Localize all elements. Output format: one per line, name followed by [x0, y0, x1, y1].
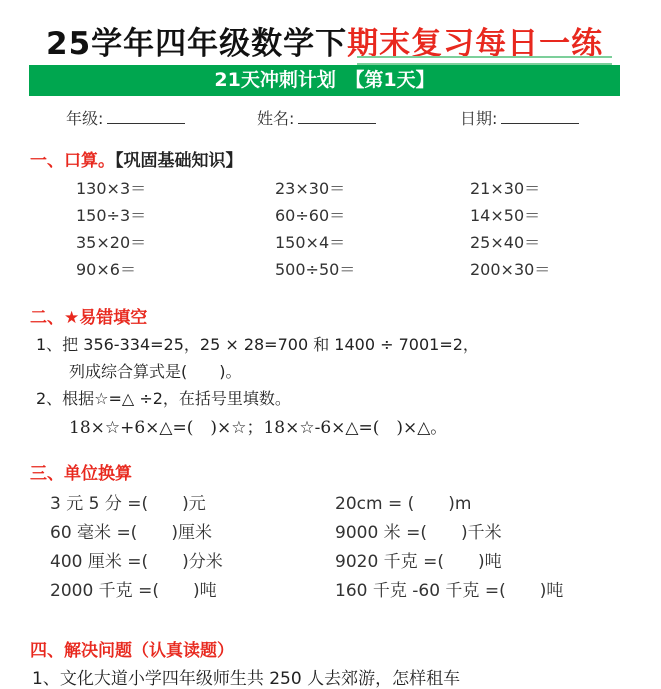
section-2-title: 二、★易错填空 [30, 308, 148, 328]
title-highlight: 期末复习每日一练 [347, 26, 604, 62]
oral-calc-item: 500÷50＝ [275, 260, 356, 279]
oral-calc-item: 35×20＝ [76, 233, 147, 252]
unit-conversion-item: 400 厘米 =( )分米 [50, 552, 223, 572]
name-field[interactable] [257, 106, 376, 129]
grade-blank[interactable] [107, 109, 185, 124]
unit-conversion-item: 3 元 5 分 =( )元 [50, 494, 206, 514]
section-4-title: 四、解决问题（认真读题） [30, 641, 234, 661]
unit-conversion-item: 160 千克 -60 千克 =( )吨 [335, 581, 564, 601]
date-field[interactable] [460, 106, 579, 129]
grade-label: 年级: [66, 109, 104, 128]
title-main: 25学年四年级数学下 [46, 26, 348, 62]
oral-calc-item: 150÷3＝ [76, 206, 147, 225]
unit-conversion-item: 60 毫米 =( )厘米 [50, 523, 212, 543]
question-4-1: 1、文化大道小学四年级师生共 250 人去郊游，怎样租车 [32, 669, 461, 689]
plan-banner: 21天冲刺计划 【第1天】 [29, 65, 620, 96]
oral-calc-item: 60÷60＝ [275, 206, 346, 225]
name-blank[interactable] [298, 109, 376, 124]
oral-calc-item: 14×50＝ [470, 206, 541, 225]
oral-calc-item: 150×4＝ [275, 233, 346, 252]
oral-calc-item: 200×30＝ [470, 260, 551, 279]
name-label: 姓名: [257, 109, 295, 128]
date-label: 日期: [460, 109, 498, 128]
date-blank[interactable] [501, 109, 579, 124]
oral-calc-item: 25×40＝ [470, 233, 541, 252]
unit-conversion-item: 9020 千克 =( )吨 [335, 552, 502, 572]
section-3-title: 三、单位换算 [30, 464, 132, 484]
question-2-2-line2: 18×☆+6×△=( )×☆；18×☆-6×△=( )×△。 [69, 418, 448, 438]
oral-calc-item: 130×3＝ [76, 179, 147, 198]
question-2-2-line1: 2、根据☆=△ ÷2，在括号里填数。 [36, 389, 291, 408]
oral-calc-item: 21×30＝ [470, 179, 541, 198]
question-2-1-line2: 列成综合算式是( )。 [69, 362, 242, 381]
unit-conversion-item: 9000 米 =( )千米 [335, 523, 502, 543]
oral-calc-item: 90×6＝ [76, 260, 136, 279]
unit-conversion-item: 2000 千克 =( )吨 [50, 581, 217, 601]
question-2-1-line1: 1、把 356-334=25，25 × 28=700 和 1400 ÷ 7001=2， [36, 335, 479, 354]
section-1-title [30, 146, 243, 171]
grade-field[interactable] [66, 106, 185, 129]
section-1-heading: 一、口算。 [30, 151, 115, 171]
unit-conversion-item: 20cm = ( )m [335, 494, 472, 514]
title-underline [357, 56, 612, 65]
oral-calc-item: 23×30＝ [275, 179, 346, 198]
section-1-subtitle: 【巩固基础知识】 [115, 151, 243, 171]
